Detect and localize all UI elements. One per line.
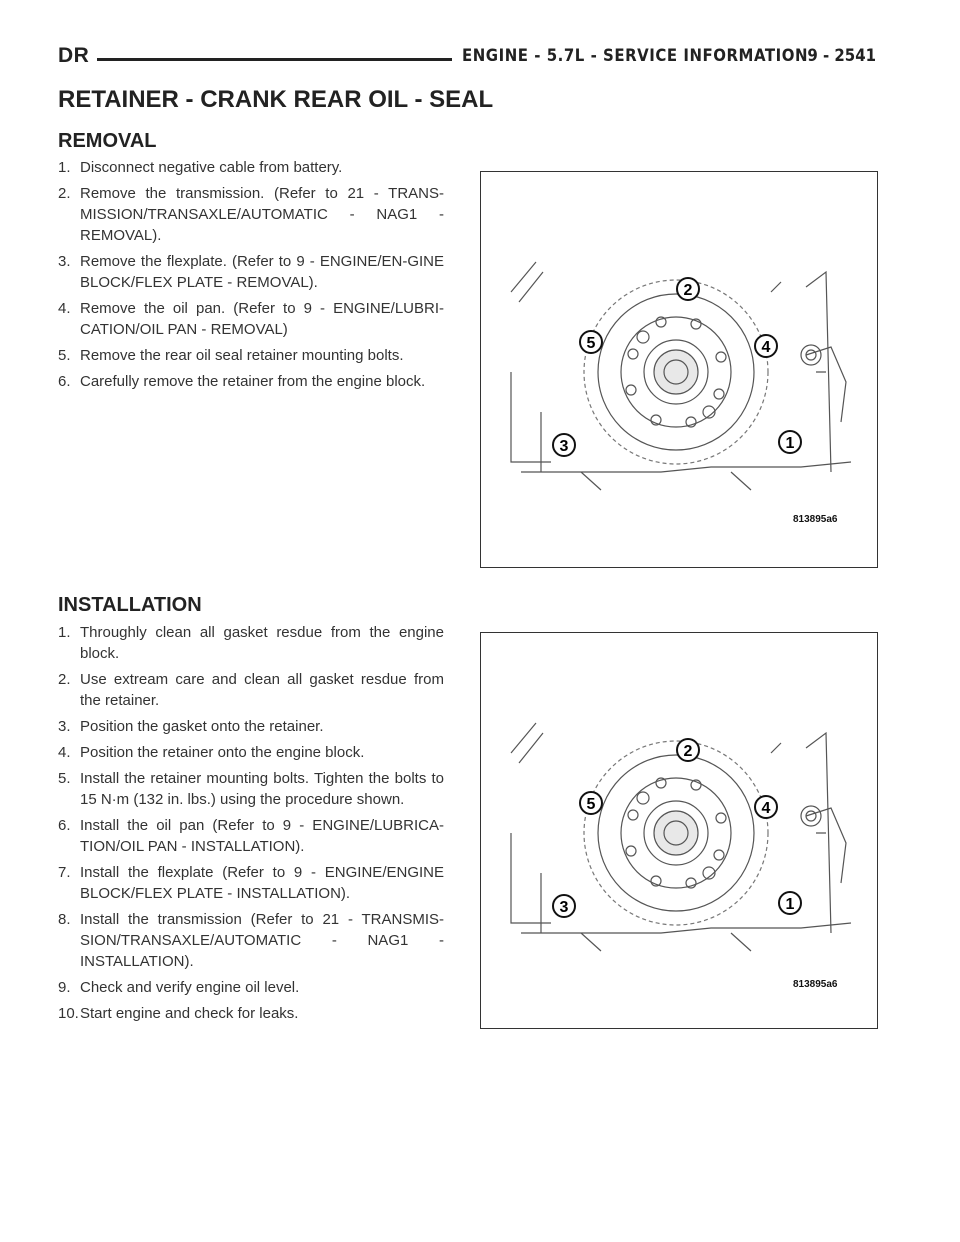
step-number: 7. bbox=[58, 864, 71, 881]
header-title: ENGINE - 5.7L - SERVICE INFORMATION bbox=[462, 46, 809, 66]
installation-step bbox=[58, 977, 444, 998]
step-text: Install the flexplate (Refer to 9 - ENGINE/ENGINE BLOCK/FLEX PLATE - INSTALLATION). bbox=[80, 864, 444, 902]
step-number: 1. bbox=[58, 624, 71, 641]
callout-5-label: 5 bbox=[586, 796, 596, 813]
step-number: 1. bbox=[58, 159, 71, 176]
step-text: Use extream care and clean all gasket resdue from the retainer. bbox=[80, 671, 444, 709]
callout-4-label: 4 bbox=[761, 339, 771, 356]
step-text: Install the oil pan (Refer to 9 - ENGINE/LUBRICA-TION/OIL PAN - INSTALLATION). bbox=[80, 817, 444, 855]
removal-step bbox=[58, 345, 444, 366]
header-rule bbox=[97, 58, 452, 61]
step-text: Remove the oil pan. (Refer to 9 - ENGINE/LUBRI-CATION/OIL PAN - REMOVAL) bbox=[80, 300, 444, 338]
callout-1-label: 1 bbox=[785, 435, 795, 452]
installation-step bbox=[58, 909, 444, 972]
crankshaft-retainer-illustration bbox=[481, 633, 877, 1028]
callout-3-label: 3 bbox=[559, 899, 569, 916]
installation-step bbox=[58, 1003, 444, 1024]
step-number: 2. bbox=[58, 185, 71, 202]
installation-step bbox=[58, 815, 444, 857]
step-number: 3. bbox=[58, 718, 71, 735]
step-number: 2. bbox=[58, 671, 71, 688]
callout-1-label: 1 bbox=[785, 896, 795, 913]
header-section-code: DR bbox=[58, 44, 90, 67]
removal-steps bbox=[58, 157, 444, 397]
step-text: Position the gasket onto the retainer. bbox=[80, 718, 324, 735]
installation-step bbox=[58, 622, 444, 664]
step-number: 10. bbox=[58, 1005, 79, 1022]
removal-step bbox=[58, 298, 444, 340]
installation-steps bbox=[58, 622, 444, 1029]
figure-code: 813895a6 bbox=[793, 979, 838, 990]
removal-figure bbox=[480, 171, 878, 568]
step-number: 4. bbox=[58, 744, 71, 761]
callout-4-label: 4 bbox=[761, 800, 771, 817]
removal-step bbox=[58, 371, 444, 392]
step-number: 8. bbox=[58, 911, 71, 928]
installation-step bbox=[58, 716, 444, 737]
header-page-number: 9 - 2541 bbox=[807, 46, 876, 66]
step-number: 5. bbox=[58, 347, 71, 364]
step-number: 3. bbox=[58, 253, 71, 270]
step-text: Remove the transmission. (Refer to 21 - TRANS-MISSION/TRANSAXLE/AUTOMATIC - NAG1 - REMOVAL). bbox=[80, 185, 444, 244]
step-text: Remove the flexplate. (Refer to 9 - ENGINE/EN-GINE BLOCK/FLEX PLATE - REMOVAL). bbox=[80, 253, 444, 291]
callout-2-label: 2 bbox=[683, 743, 693, 760]
step-text: Disconnect negative cable from battery. bbox=[80, 159, 343, 176]
step-text: Install the transmission (Refer to 21 - TRANSMIS-SION/TRANSAXLE/AUTOMATIC - NAG1 - INSTALLATION). bbox=[80, 911, 444, 970]
removal-heading: REMOVAL bbox=[58, 130, 157, 152]
step-number: 5. bbox=[58, 770, 71, 787]
callout-5-label: 5 bbox=[586, 335, 596, 352]
step-number: 6. bbox=[58, 817, 71, 834]
step-text: Throughly clean all gasket resdue from the engine block. bbox=[80, 624, 444, 662]
step-text: Carefully remove the retainer from the engine block. bbox=[80, 373, 426, 390]
step-text: Install the retainer mounting bolts. Tighten the bolts to 15 N·m (132 in. lbs.) using the procedure shown. bbox=[80, 770, 444, 808]
installation-step bbox=[58, 768, 444, 810]
removal-step bbox=[58, 183, 444, 246]
step-number: 6. bbox=[58, 373, 71, 390]
installation-step bbox=[58, 742, 444, 763]
step-text: Remove the rear oil seal retainer mounting bolts. bbox=[80, 347, 404, 364]
crankshaft-retainer-illustration bbox=[481, 172, 877, 567]
step-text: Start engine and check for leaks. bbox=[80, 1005, 299, 1022]
page-title: RETAINER - CRANK REAR OIL - SEAL bbox=[58, 86, 494, 113]
step-text: Check and verify engine oil level. bbox=[80, 979, 300, 996]
callout-3-label: 3 bbox=[559, 438, 569, 455]
installation-figure bbox=[480, 632, 878, 1029]
step-number: 9. bbox=[58, 979, 71, 996]
step-number: 4. bbox=[58, 300, 71, 317]
step-text: Position the retainer onto the engine block. bbox=[80, 744, 365, 761]
removal-step bbox=[58, 251, 444, 293]
figure-code: 813895a6 bbox=[793, 514, 838, 525]
installation-heading: INSTALLATION bbox=[58, 594, 202, 616]
callout-2-label: 2 bbox=[683, 282, 693, 299]
installation-step bbox=[58, 862, 444, 904]
installation-step bbox=[58, 669, 444, 711]
removal-step bbox=[58, 157, 444, 178]
